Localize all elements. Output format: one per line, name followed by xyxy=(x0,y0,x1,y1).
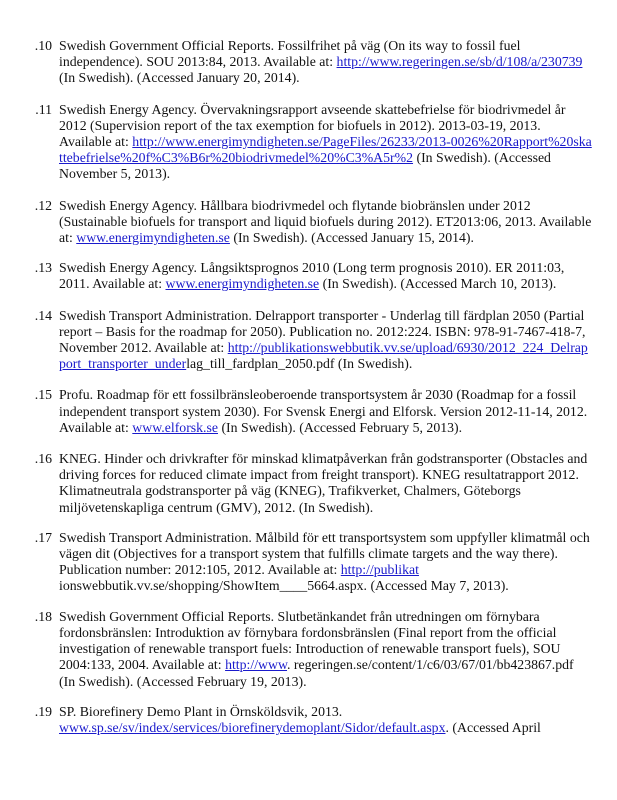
reference-link[interactable]: http://www.regeringen.se/sb/d/108/a/230739 xyxy=(336,54,583,70)
reference-item xyxy=(0,451,617,516)
reference-number: 17. xyxy=(34,529,52,545)
reference-link[interactable]: www.elforsk.se xyxy=(132,419,218,435)
reference-item xyxy=(0,308,617,373)
reference-text: Swedish Energy Agency. Hållbara biodrivmedel och flytande biobränslen under 2012 (Sustainable biofuels for transport and liquid biofuels during 2012). ET2013:06, 2013. Available at: xyxy=(59,197,592,246)
reference-number: 15. xyxy=(34,387,52,403)
reference-item xyxy=(0,102,617,183)
reference-number: 19. xyxy=(34,704,52,720)
reference-list xyxy=(0,38,617,751)
reference-item xyxy=(0,260,617,292)
reference-link[interactable]: http://publikat xyxy=(340,562,419,578)
reference-text: Profu. Roadmap för ett fossilbränsleoberoende transportsystem år 2030 (Roadmap for a fossil independent transport system 2030). For Svensk Energi and Elforsk. Version 2012-11-14, 2012. Available at: xyxy=(59,387,588,435)
reference-text-after: (In Swedish). (Accessed January 15, 2014). xyxy=(229,230,474,246)
reference-item xyxy=(0,704,617,736)
reference-text: Swedish Government Official Reports. Slutbetänkandet från utredningen om förnybara fordonsbränslen: Introduktion av förnybara fordonsbränslen (Final report from the official investigation of renewable transport fuels: Introduction of renewable transport fuels), SOU 2004:133, 2004. Available at: xyxy=(59,608,561,673)
reference-text-after: (In Swedish). (Accessed January 20, 2014). xyxy=(59,70,300,86)
reference-link[interactable]: http://publikationswebbutik.vv.se/upload/6930/2012_224_Delrapport_transporter_under xyxy=(59,340,588,372)
reference-item xyxy=(0,198,617,247)
reference-link[interactable]: http://www xyxy=(225,657,288,673)
reference-text: KNEG. Hinder och drivkrafter för minskad klimatpåverkan från godstransporter (Obstacles and driving forces for reduced climate impact from freight transport). KNEG resultatrapport 2012. Klimatneutrala godstransporter på väg (KNEG), Trafikverket, Chalmers, Göteborgs miljövetenskapliga centrum (GMV), 2012. (In Swedish). xyxy=(59,451,588,515)
reference-item xyxy=(0,38,617,87)
reference-text: SP. Biorefinery Demo Plant in Örnsköldsvik, 2013. xyxy=(59,704,343,720)
reference-link[interactable]: http://www.energimyndigheten.se/PageFiles/26233/2013-0026%20Rapport%20skattebefrielse%20f%C3%B6r%20biodrivmedel%20%C3%A5r%2 xyxy=(59,134,592,166)
reference-text-after: (In Swedish). (Accessed November 5, 2013). xyxy=(59,150,551,182)
reference-number: 14. xyxy=(34,307,52,323)
reference-number: 18. xyxy=(34,608,52,624)
reference-text-after: . (Accessed April xyxy=(445,720,541,736)
reference-number: 13. xyxy=(34,260,52,276)
reference-link[interactable]: www.energimyndigheten.se xyxy=(76,230,230,246)
reference-text: Swedish Transport Administration. Målbild för ett transportsystem som uppfyller klimatmål och vägen dit (Objectives for a transport system that fulfills climate targets and the way there). Publication number: 2012:105, 2012. Available at: xyxy=(59,529,590,578)
reference-text: Swedish Energy Agency. Övervakningsrapport avseende skattebefrielse för biodrivmedel år 2012 (Supervision report of the tax exemption for biofuels in 2012). 2013-03-19, 2013. Available at: xyxy=(59,101,566,150)
reference-text: Swedish Energy Agency. Långsiktsprognos 2010 (Long term prognosis 2010). ER 2011:03, 2011. Available at: xyxy=(59,260,565,292)
reference-number: 11. xyxy=(35,101,52,117)
reference-number: 10. xyxy=(34,38,52,53)
reference-text-after: ionswebbutik.vv.se/shopping/ShowItem____5664.aspx. (Accessed May 7, 2013). xyxy=(59,578,509,594)
reference-text: Swedish Government Official Reports. Fossilfrihet på väg (On its way to fossil fuel independence). SOU 2013:84, 2013. Available at: xyxy=(59,38,521,70)
reference-link[interactable]: www.energimyndigheten.se xyxy=(165,276,320,292)
reference-item xyxy=(0,530,617,595)
reference-item xyxy=(0,609,617,690)
reference-number: 16. xyxy=(34,451,52,467)
reference-text: Swedish Transport Administration. Delrapport transporter - Underlag till färdplan 2050 (Partial report – Basis for the roadmap for 2050). Publication no. 2012:224. ISBN: 978-91-7467-418-7, November 2012. Available at: xyxy=(59,307,586,356)
reference-item xyxy=(0,387,617,436)
reference-link[interactable]: www.sp.se/sv/index/services/biorefinerydemoplant/Sidor/default.aspx xyxy=(59,720,446,736)
reference-text-after: (In Swedish). (Accessed February 5, 2013). xyxy=(218,419,463,435)
reference-number: 12. xyxy=(34,197,52,213)
reference-text-after: . regeringen.se/content/1/c6/03/67/01/bb423867.pdf (In Swedish). (Accessed February 19, 2013). xyxy=(59,657,574,689)
reference-text-after: (In Swedish). (Accessed March 10, 2013). xyxy=(319,276,557,292)
reference-text-after: lag_till_fardplan_2050.pdf (In Swedish). xyxy=(186,356,413,372)
